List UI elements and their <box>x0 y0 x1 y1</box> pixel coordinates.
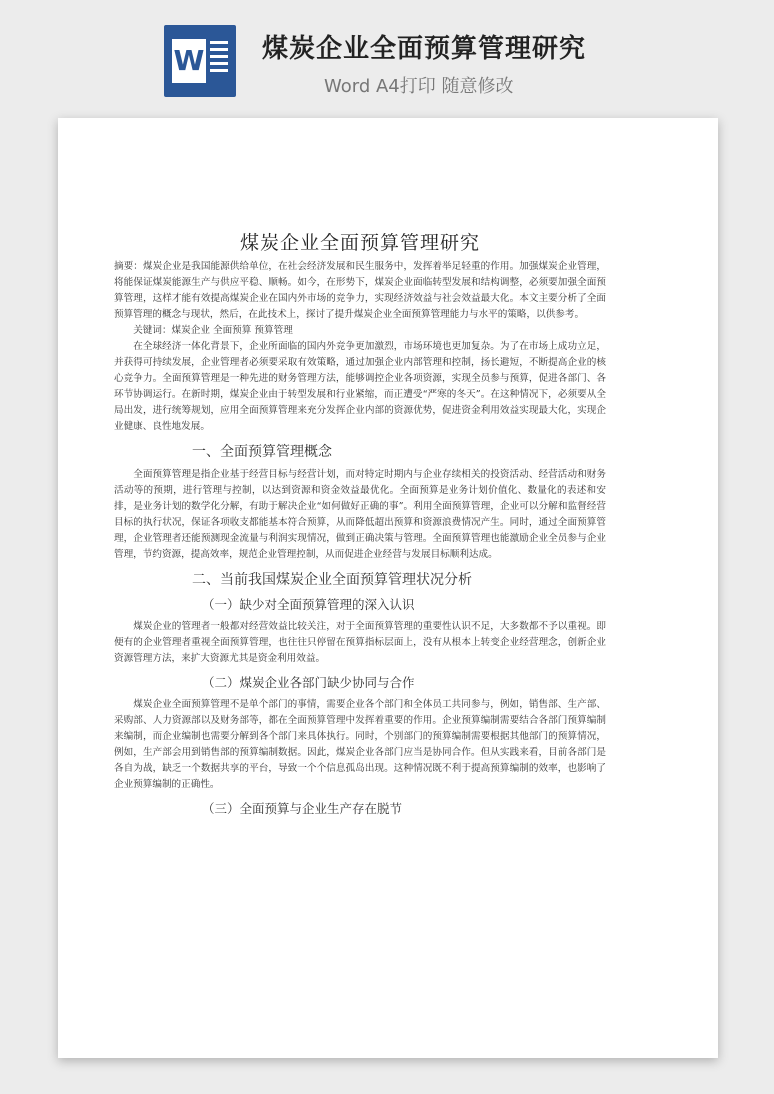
subsection-3-heading: （三）全面预算与企业生产存在脱节 <box>202 801 403 816</box>
section-2-heading: 二、当前我国煤炭企业全面预算管理状况分析 <box>192 572 472 588</box>
intro-paragraph: 在全球经济一体化背景下，企业所面临的国内外竞争更加激烈，市场环境也更加复杂。为了在市场上成功立足，并获得可持续发展，企业管理者必须要采取有效策略，通过加强企业内部管理和控制，扬长避短，不断提高企业的核心竞争力。全面预算管理是一种先进的财务管理方法，能够调控企业各项资源，实现全员参与预算，促进各部门、各环节协调运行。在新时期，煤炭企业由于转型发展和行业紧缩，而正遭受“严寒的冬天”。在这种情况下，必须要从全局出发，进行统筹规划，应用全面预算管理来充分发挥企业内部的资源优势，促进资金利用效益实现最大化，实现企业健康、良性地发展。 <box>114 341 606 432</box>
subsection-1-heading: （一）缺少对全面预算管理的深入认识 <box>202 597 415 612</box>
keywords-line: 关键词：煤炭企业 全面预算 预算管理 <box>133 325 293 336</box>
section-1-paragraph: 全面预算管理是指企业基于经营目标与经营计划，而对特定时期内与企业存续相关的投资活动、经营活动和财务活动等的预期，进行管理与控制，以达到资源和资金效益最优化。全面预算是业务计划价值化、数量化的表述和安排，是业务计划的数学化分解，有助于解决企业“如何做好正确的事”。利用全面预算管理，企业可以分解和监督经营目标的执行状况，保证各项收支都能基本符合预算，从而降低超出预算和资源浪费情况产生。同时，通过全面预算管理，企业管理者还能预测现金流量与利润实现情况，做到正确决策与管理。全面预算管理也能激励企业全员参与企业管理，节约资源，提高效率，规范企业管理控制，从而促进企业经营与发展目标顺利达成。 <box>114 469 606 560</box>
word-icon-letter: W <box>172 39 206 83</box>
word-document-icon <box>164 25 236 97</box>
page-header <box>0 0 774 112</box>
document-title: 煤炭企业全面预算管理研究 <box>239 232 480 254</box>
subsection-2-heading: （二）煤炭企业各部门缺少协同与合作 <box>202 675 415 690</box>
header-title: 煤炭企业全面预算管理研究 <box>262 34 587 64</box>
abstract-paragraph: 摘要：煤炭企业是我国能源供给单位，在社会经济发展和民生服务中，发挥着举足轻重的作用。加强煤炭企业管理，将能保证煤炭能源生产与供应平稳、顺畅。如今，在形势下，煤炭企业面临转型发展和结构调整，必须要加强全面预算管理，这样才能有效提高煤炭企业在国内外市场的竞争力，实现经济效益与社会效益最大化。本文主要分析了全面预算管理的概念与现状，然后，在此技术上，探讨了提升煤炭企业全面预算管理能力与水平的策略，以供参考。 <box>114 261 606 320</box>
subsection-2-paragraph: 煤炭企业全面预算管理不是单个部门的事情，需要企业各个部门和全体员工共同参与，例如，销售部、生产部、采购部、人力资源部以及财务部等，都在全面预算管理中发挥着重要的作用。企业预算编制需要结合各部门预算编制来编制，而企业编制也需要分解到各个部门来具体执行。同时，个别部门的预算编制需要根据其他部门的预算情况，例如，生产部会用到销售部的预算编制数据。因此，煤炭企业各部门应当是协同合作。但从实践来看，目前各部门是各自为战，缺乏一个数据共享的平台，导致一个个信息孤岛出现。这种情况既不利于提高预算编制的效率，也影响了企业预算编制的正确性。 <box>114 699 606 790</box>
header-subtitle: Word A4打印 随意修改 <box>324 76 514 97</box>
document-content <box>114 228 606 823</box>
word-icon-lines <box>210 41 228 76</box>
section-1-heading: 一、全面预算管理概念 <box>192 444 332 460</box>
subsection-1-paragraph: 煤炭企业的管理者一般都对经营效益比较关注，对于全面预算管理的重要性认识不足，大多数都不予以重视。即便有的企业管理者重视全面预算管理，也往往只停留在预算指标层面上，没有从根本上转变企业经营理念，创新企业资源管理方法，来扩大资源尤其是资金利用效益。 <box>114 621 606 664</box>
